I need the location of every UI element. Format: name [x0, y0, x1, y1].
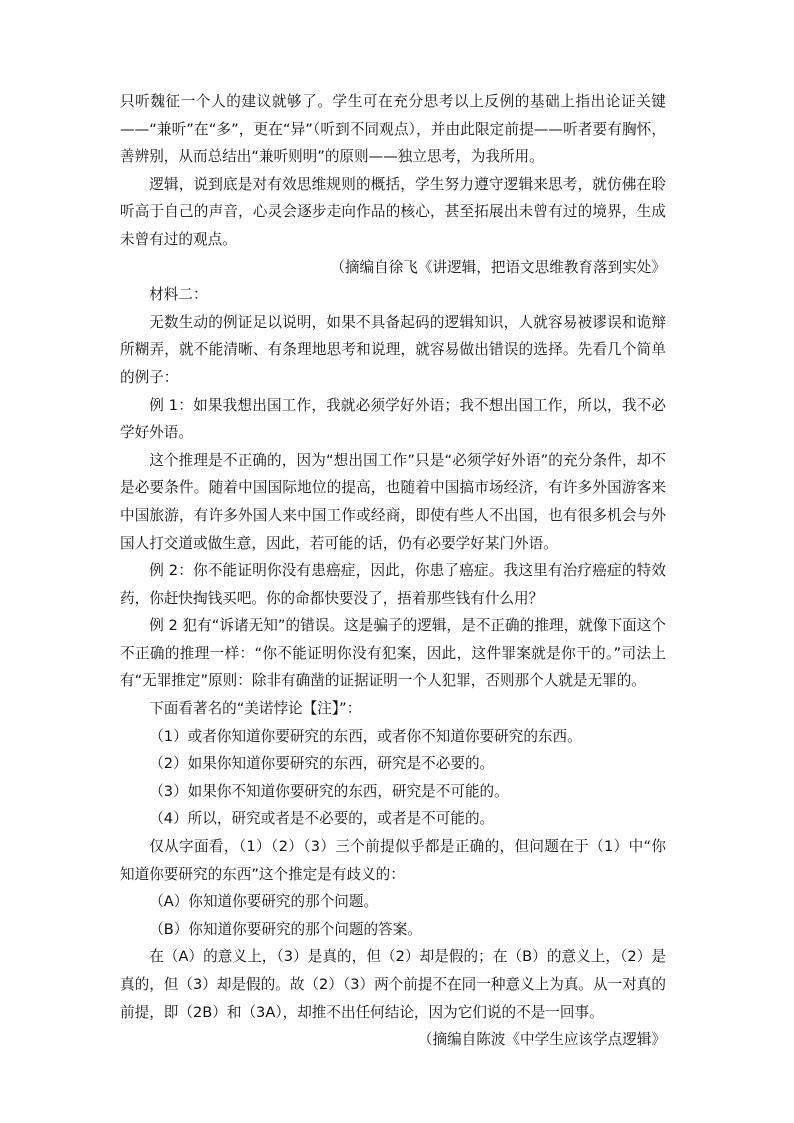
premise-2: （2）如果你知道你要研究的东西，研究是不必要的。 [149, 755, 495, 773]
paragraph-5: 这个推理是不正确的，因为“想出国工作”只是“必须学好外语”的充分条件，却不是必要条件。随着中国国际地位的提高，也随着中国搞市场经济，有许多外国游客来中国旅游，有许多外国人来中国工作或经商，即使有些人不出国，也有很多机会与外国人打交道或做生意，因此，若可能的话，仍有必要学好某门外语。 [120, 451, 666, 552]
document-body [120, 88, 666, 1054]
paragraph-10: 在（A）的意义上，（3）是真的，但（2）却是假的；在（B）的意义上，（2）是真的，但（3）却是假的。故（2）（3）两个前提不在同一种意义上为真。从一对真的前提，即（2B）和（3A），却推不出任何结论，因为它们说的不是一回事。 [120, 948, 666, 1021]
option-a: （A）你知道你要研究的那个问题。 [149, 893, 379, 911]
premise-4: （4）所以，研究或者是不必要的，或者是不可能的。 [149, 810, 495, 828]
paragraph-7: 例 2 犯有“诉诸无知”的错误。这是骗子的逻辑，是不正确的推理，就像下面这个不正确的推理一样：“你不能证明你没有犯案，因此，这件罪案就是你干的。”司法上有“无罪推定”原则：除非有确凿的证据证明一个人犯罪，否则那个人就是无罪的。 [120, 617, 666, 690]
premise-1: （1）或者你知道你要研究的东西，或者你不知道你要研究的东西。 [149, 727, 582, 745]
paragraph-2: 逻辑，说到底是对有效思维规则的概括，学生努力遵守逻辑来思考，就仿佛在聆听高于自己的声音，心灵会逐步走向作品的核心，甚至拓展出未曾有过的境界，生成未曾有过的观点。 [120, 175, 666, 248]
option-b: （B）你知道你要研究的那个问题的答案。 [149, 920, 422, 938]
citation-2: （摘编自陈波《中学生应该学点逻辑》 [417, 1031, 666, 1049]
paragraph-1: 只听魏征一个人的建议就够了。学生可在充分思考以上反例的基础上指出论证关键——“兼听”在“多”，更在“异”（听到不同观点），并由此限定前提——听者要有胸怀，善辨别，从而总结出“兼听则明”的原则——独立思考，为我所用。 [120, 93, 666, 166]
citation-1: （摘编自徐飞《讲逻辑，把语文思维教育落到实处》 [330, 258, 666, 276]
paragraph-9: 仅从字面看，（1）（2）（3）三个前提似乎都是正确的，但问题在于（1）中“你知道你要研究的东西”这个推定是有歧义的： [120, 838, 666, 883]
example-2: 例 2：你不能证明你没有患癌症，因此，你患了癌症。我这里有治疗癌症的特效药，你赶快掏钱买吧。你的命都快要没了，捂着那些钱有什么用？ [120, 562, 666, 607]
example-1: 例 1：如果我想出国工作，我就必须学好外语；我不想出国工作，所以，我不必学好外语。 [120, 396, 666, 442]
paragraph-3: 无数生动的例证足以说明，如果不具备起码的逻辑知识，人就容易被谬误和诡辩所糊弄，就不能清晰、有条理地思考和说理，就容易做出错误的选择。先看几个简单的例子： [120, 313, 666, 386]
meno-paradox-intro: 下面看著名的“美诺悖论【注】”： [149, 700, 362, 718]
premise-3: （3）如果你不知道你要研究的东西，研究是不可能的。 [149, 782, 509, 800]
material-two-heading: 材料二： [149, 286, 208, 304]
